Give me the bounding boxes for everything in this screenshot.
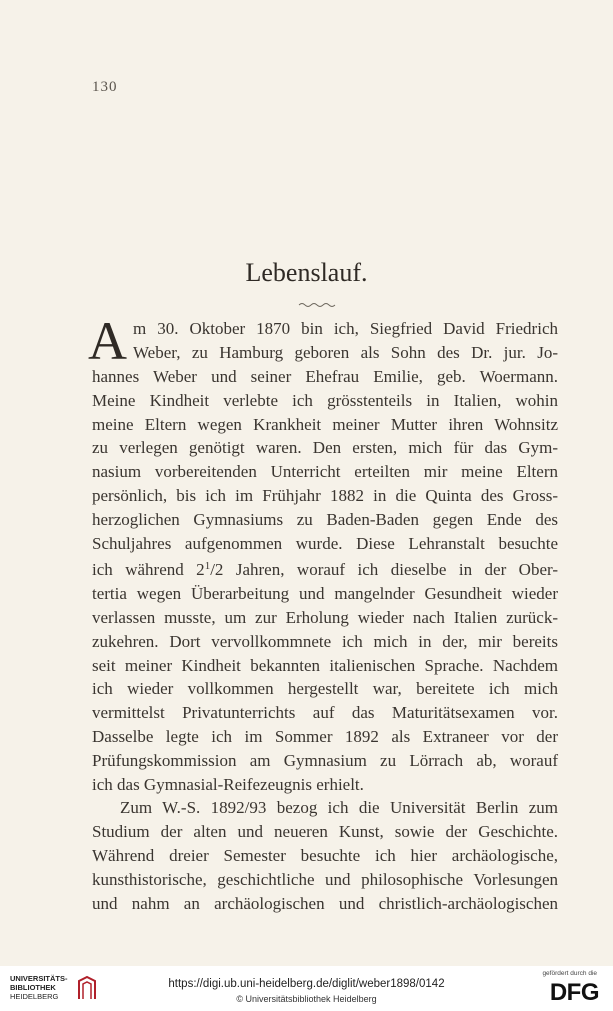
text-line: kunsthistorische, geschichtliche und philosophische Vorlesungen xyxy=(92,869,558,889)
dfg-logo[interactable]: DFG xyxy=(549,979,599,1006)
text-line: Während dreier Semester besuchte ich hier archäologische, xyxy=(92,845,558,865)
permalink-url[interactable]: https://digi.ub.uni-heidelberg.de/diglit/weber1898/0142 xyxy=(168,978,445,990)
text-line: ich das Gymnasial-Reifezeugnis erhielt. xyxy=(92,774,364,794)
library-name-line: UNIVERSITÄTS- xyxy=(10,974,68,983)
text-line: nasium vorbereitenden Unterricht erteilten mir meine Eltern xyxy=(92,462,558,482)
footer-bar xyxy=(0,966,613,1011)
text-line: Weber, zu Hamburg geboren als Sohn des Dr. jur. Jo- xyxy=(133,342,558,362)
text-line: seit meiner Kindheit bekannten italienischen Sprache. Nachdem xyxy=(92,655,558,675)
text-line: und nahm an archäologischen und christlich-archäologischen xyxy=(92,893,558,913)
text-line: meine Eltern wegen Krankheit meiner Mutter ihren Wohnsitz xyxy=(92,414,558,434)
text-line: ich wieder vollkommen hergestellt war, bereitete ich mich xyxy=(92,679,558,699)
page-number: 130 xyxy=(92,79,118,95)
text-line-fraction xyxy=(92,555,558,582)
text-line: verlassen musste, um zur Erholung wieder nach Italien zurück- xyxy=(92,607,558,627)
text-line: persönlich, bis ich im Frühjahr 1882 in die Quinta des Gross- xyxy=(92,485,558,505)
funder-note: gefördert durch die xyxy=(542,970,597,977)
text-line: zukehren. Dort vervollkommnete ich mich in der, mir bereits xyxy=(92,631,558,651)
library-name-line: BIBLIOTHEK xyxy=(10,983,56,992)
text-line: m 30. Oktober 1870 bin ich, Siegfried David Friedrich xyxy=(133,319,558,338)
ornament-squiggle-icon xyxy=(298,301,338,309)
text-fragment: /2 Jahren, worauf ich dieselbe in der Ober- xyxy=(210,560,558,580)
text-line: Studium der alten und neueren Kunst, sowie der Geschichte. xyxy=(92,822,558,842)
text-line: tertia wegen Überarbeitung und mangelnder Gesundheit wieder xyxy=(92,584,558,604)
text-line: hannes Weber und seiner Ehefrau Emilie, geb. Woermann. xyxy=(92,367,558,386)
library-name-line: HEIDELBERG xyxy=(10,992,59,1001)
paragraph-2 xyxy=(92,796,558,915)
text-line: Zum W.-S. 1892/93 bezog ich die Universität Berlin zum xyxy=(120,798,558,818)
text-line: Dasselbe legte ich im Sommer 1892 als Extraneer vor der xyxy=(92,726,558,746)
drop-cap: A xyxy=(88,311,127,371)
text-line: herzoglichen Gymnasiums zu Baden-Baden gegen Ende des xyxy=(92,509,558,529)
text-fragment: ich während 2 xyxy=(92,560,205,580)
text-line: vermittelst Privatunterrichts auf das Maturitätsexamen vor. xyxy=(92,703,558,723)
text-line: Meine Kindheit verlebte ich grösstenteils in Italien, wohin xyxy=(92,390,558,410)
text-line: Schuljahres aufgenommen wurde. Diese Lehranstalt besuchte xyxy=(92,533,558,553)
paragraph-1 xyxy=(88,311,558,796)
copyright-notice: © Universitätsbibliothek Heidelberg xyxy=(236,994,377,1004)
fraction-superscript: 1 xyxy=(204,560,211,573)
page-title: Lebenslauf. xyxy=(245,258,368,287)
text-line: Prüfungskommission am Gymnasium zu Lörrach ab, worauf xyxy=(92,750,558,770)
biography-text xyxy=(88,311,558,915)
text-line: zu verlegen genötigt waren. Den ersten, mich für das Gym- xyxy=(92,438,558,458)
